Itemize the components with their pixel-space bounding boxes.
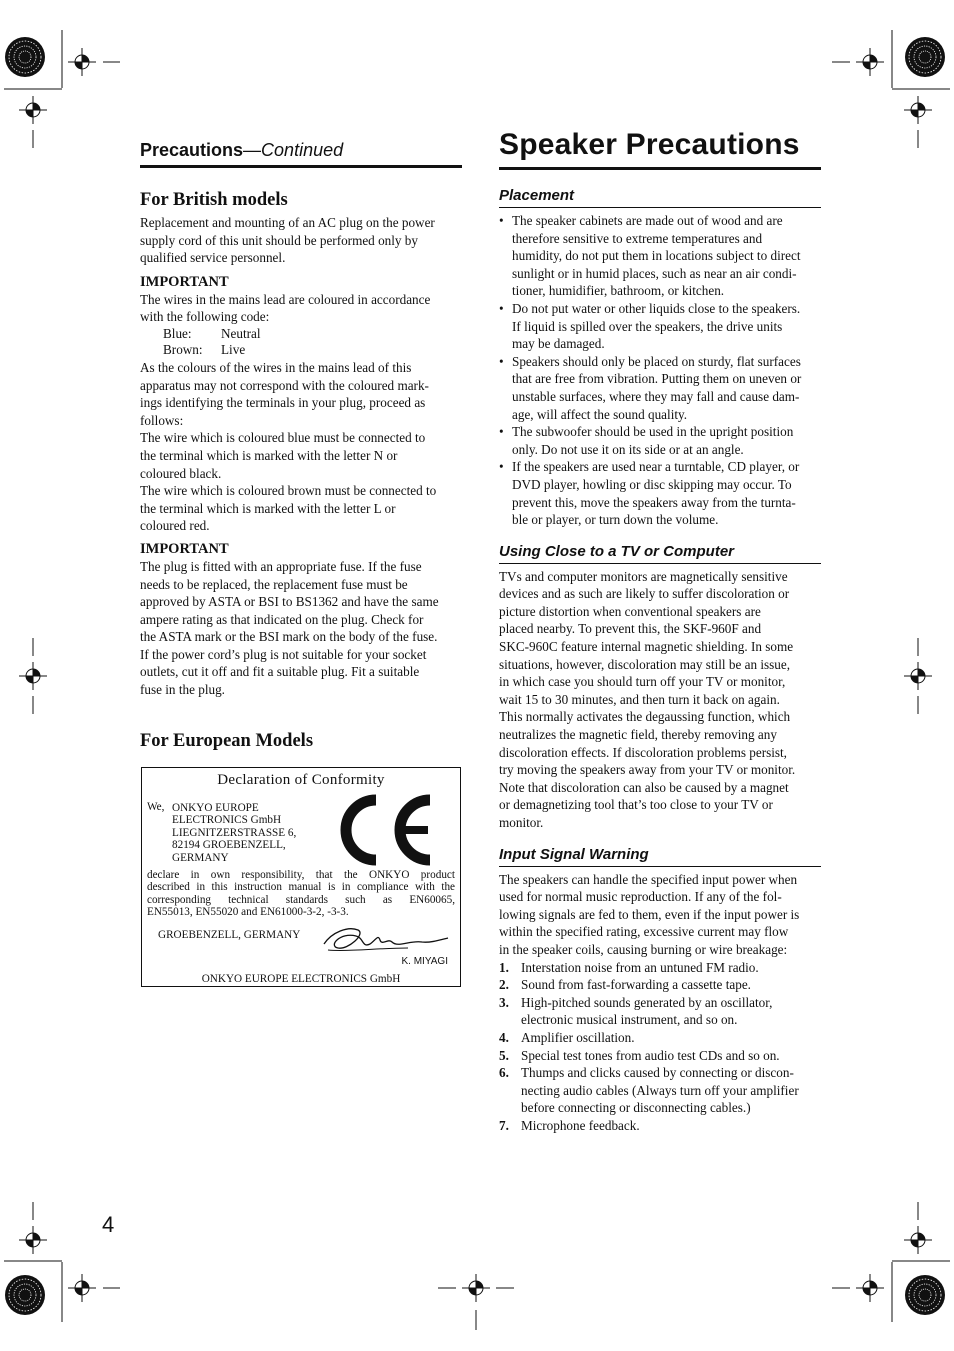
text-line: High-pitched sounds generated by an oscillator, [521,994,773,1010]
registration-target-icon [856,48,884,76]
text-line: Amplifier oscillation. [521,1029,635,1045]
text-line: ings identifying the terminals in your plug, proceed as [140,395,426,411]
list-item: • The speaker cabinets are made out of wood and are therefore sensitive to extreme temperatures and humidity, do not put them in locations subject to direct sunlight or in humid places, such as near an air condi- tioner, humidifier, bathroom, or kitchen. [499,212,821,300]
address-line: LIEGNITZERSTRASSE 6, [172,826,297,839]
statement-line: EN55013, EN55020 and EN61000-3-2, -3-3. [147,906,349,919]
list-item [499,994,821,1029]
text-line: If liquid is spilled over the speakers, the drive units [512,318,783,334]
registration-rosette-icon [5,1275,45,1315]
text-line: The speakers can handle the specified input power when [499,871,798,887]
registration-target-icon [19,1226,47,1254]
statement-line: corresponding technical standards such as EN60065, [147,893,455,906]
registration-target-icon [19,662,47,690]
registration-target-icon [904,1226,932,1254]
address-line: GERMANY [172,851,229,864]
text-line: Speakers should only be placed on sturdy, flat surfaces [512,353,801,369]
text-line: The wires in the mains lead are coloured in accordance [140,291,431,307]
wire-color: Brown: [163,342,203,358]
text-line: tioner, humidifier, bathroom, or kitchen. [512,283,725,299]
item-number: 4. [499,1029,509,1045]
text-line: follows: [140,412,184,428]
declaration-company: ONKYO EUROPE ELECTRONICS GmbH [201,973,401,985]
list-item: • The subwoofer should be used in the upright position only. Do not use it on its side or at an angle. [499,423,821,458]
text-line: that are free from vibration. Putting them on uneven or [512,371,802,387]
signature-icon [318,922,452,956]
list-item: • Do not put water or other liquids close to the speakers. If liquid is spilled over the speakers, the drive units may be damaged. [499,300,821,353]
text-line: or demagnetizing tool that’s too close to your TV or [499,797,773,813]
text-line: This normally activates the degaussing function, which [499,709,791,725]
input-body [499,871,821,959]
british-heading: For British models [140,190,288,210]
item-number: 3. [499,994,509,1010]
text-line: electronic musical instrument, and so on. [521,1012,738,1028]
list-item [499,1117,821,1135]
text-line: prevent this, move the speakers away from the turnta- [512,494,796,510]
page-title: Speaker Precautions [499,128,821,170]
registration-target-icon [19,96,47,124]
text-line: apparatus may not correspond with the coloured mark- [140,377,429,393]
text-line: devices and as such are likely to suffer discoloration or [499,586,790,602]
text-line: age, will affect the sound quality. [512,406,688,422]
text-line: used for normal music reproduction. If any of the fol- [499,889,782,905]
text-line: Interstation noise from an untuned FM radio. [521,959,759,975]
statement-line: described in this instruction manual is in compliance with the [147,881,455,894]
wire-meaning: Live [221,342,246,358]
text-line: The wire which is coloured brown must be connected to [140,483,437,499]
declaration-of-conformity [141,767,461,987]
text-line: in the speaker coils, causing burning or wire breakage: [499,941,788,957]
text-line: before connecting or disconnecting cables.) [521,1100,751,1116]
tv-heading: Using Close to a TV or Computer [499,543,821,564]
page-number: 4 [102,1212,115,1237]
text-line: needs to be replaced, the replacement fuse must be [140,576,408,592]
text-line: Replacement and mounting of an AC plug on the power [140,215,435,230]
text-line: qualified service personnel. [140,250,286,266]
wire-color-code-table [140,326,462,359]
text-line: Special test tones from audio test CDs and so on. [521,1047,780,1063]
item-number: 5. [499,1047,509,1063]
text-line: picture distortion when conventional speakers are [499,603,761,619]
list-item [499,1064,821,1117]
text-line: TVs and computer monitors are magnetically sensitive [499,568,788,584]
declaration-place: GROEBENZELL, GERMANY [158,929,301,941]
input-heading: Input Signal Warning [499,846,821,867]
address-line: ELECTRONICS GmbH [172,814,282,827]
running-header-main: Precautions [140,140,244,160]
text-line: sunlight or in humid places, such as near an air condi- [512,265,797,281]
text-line: therefore sensitive to extreme temperatures and [512,230,763,246]
item-number: 1. [499,959,509,975]
list-item: • Speakers should only be placed on sturdy, flat surfaces that are free from vibration. Putting them on uneven or unstable surfaces, where they may fall and cause dam- age, will affect the sound quality. [499,353,821,423]
statement-line: declare in own responsibility, that the ONKYO product [147,869,455,881]
running-header-suffix: —Continued [243,140,344,160]
british-intro [140,214,462,267]
text-line: ble or player, or turn down the volume. [512,512,719,528]
text-line: supply cord of this unit should be performed only by [140,232,418,248]
text-line: try moving the speakers away from your TV or monitor. [499,762,796,778]
text-line: If the speakers are used near a turntable, CD player, or [512,459,800,475]
text-line: ampere rating as that indicated on the plug. Check for [140,611,424,627]
text-line: discoloration effects. If discoloration problems persist, [499,744,787,760]
item-number: 7. [499,1117,509,1133]
text-line: Thumps and clicks caused by connecting or discon- [521,1065,794,1081]
text-line: outlets, cut it off and fit a suitable plug. Fit a suitable [140,664,420,680]
declaration-address [172,802,296,864]
text-line: with the following code: [140,309,270,325]
registration-target-icon [904,96,932,124]
item-number: 2. [499,977,509,993]
text-line: Do not put water or other liquids close to the speakers. [512,300,801,316]
text-line: neutralizes the magnetic field, thereby removing any [499,727,777,743]
text-line: only. Do not use it on its side or at an angle. [512,441,744,457]
list-item [499,959,821,977]
placement-list [499,212,821,529]
text-line: placed nearby. To prevent this, the SKF-960F and [499,621,762,637]
text-line: wait 15 to 30 minutes, and then turn it back on again. [499,691,780,707]
text-line: monitor. [499,815,544,830]
text-line: As the colours of the wires in the mains lead of this [140,359,412,375]
tv-body [499,568,821,832]
registration-target-icon [68,48,96,76]
running-header [140,140,462,168]
text-line: situations, however, discoloration may still be an issue, [499,656,791,672]
text-line: The plug is fitted with an appropriate fuse. If the fuse [140,558,422,574]
text-line: DVD player, howling or disc skipping may occur. To [512,476,792,492]
list-item: • If the speakers are used near a turntable, CD player, or DVD player, howling or disc skipping may occur. To prevent this, move the speakers away from the turnta- ble or player, or turn down the volume. [499,458,821,528]
text-line: If the power cord’s plug is not suitable for your socket [140,646,427,662]
text-line: unstable surfaces, where they may fall and cause dam- [512,388,800,404]
declaration-we: We, [147,801,165,813]
registration-target-icon [68,1274,96,1302]
right-column [499,128,821,1135]
text-line: humidity, do not put them in locations subject to direct [512,248,801,264]
address-line: ONKYO EUROPE [172,802,259,814]
text-line: the terminal which is marked with the letter N or [140,447,398,463]
text-line: SKC-960C feature internal magnetic shielding. In some [499,639,794,655]
registration-target-icon [856,1274,884,1302]
text-line: The speaker cabinets are made out of wood and are [512,213,783,228]
wire-code-row [140,342,462,359]
text-line: lowing signals are fed to them, even if the input power is [499,906,800,922]
text-line: approved by ASTA or BSI to BS1362 and have the same [140,594,439,610]
item-number: 6. [499,1065,509,1081]
text-line: necting audio cables (Always turn off your amplifier [521,1082,799,1098]
european-heading: For European Models [140,731,314,751]
registration-target-icon [462,1274,490,1302]
text-line: the ASTA mark or the BSI mark on the body of the fuse. [140,629,438,645]
declaration-signer: K. MIYAGI [401,956,448,967]
left-column [140,140,462,699]
text-line: in which case you should turn off your TV or monitor, [499,674,786,690]
list-item [499,1029,821,1047]
important-heading: IMPORTANT [140,273,229,290]
text-line: fuse in the plug. [140,682,225,698]
text-line: may be damaged. [512,336,605,352]
text-line: Sound from fast-forwarding a cassette tape. [521,977,751,993]
ce-mark-icon [332,792,438,868]
input-list [499,959,821,1135]
list-item [499,976,821,994]
registration-rosette-icon [905,37,945,77]
text-line: within the specified rating, excessive current may flow [499,924,789,940]
wire-color: Blue: [163,325,192,341]
declaration-title: Declaration of Conformity [217,772,385,788]
declaration-statement [147,869,455,919]
registration-rosette-icon [5,37,45,77]
wire-code-row [140,326,462,343]
important-heading: IMPORTANT [140,540,229,557]
list-item [499,1047,821,1065]
text-line: The subwoofer should be used in the upright position [512,424,794,440]
text-line: coloured black. [140,465,222,481]
text-line: Microphone feedback. [521,1117,640,1133]
registration-target-icon [904,662,932,690]
address-line: 82194 GROEBENZELL, [172,839,286,852]
important2-body [140,558,462,699]
important1-body [140,359,462,535]
wire-meaning: Neutral [221,325,261,341]
registration-rosette-icon [905,1275,945,1315]
text-line: The wire which is coloured blue must be connected to [140,430,426,446]
text-line: Note that discoloration can also be caused by a magnet [499,779,789,795]
placement-heading: Placement [499,187,821,208]
text-line: the terminal which is marked with the letter L or [140,500,396,516]
text-line: coloured red. [140,518,210,534]
